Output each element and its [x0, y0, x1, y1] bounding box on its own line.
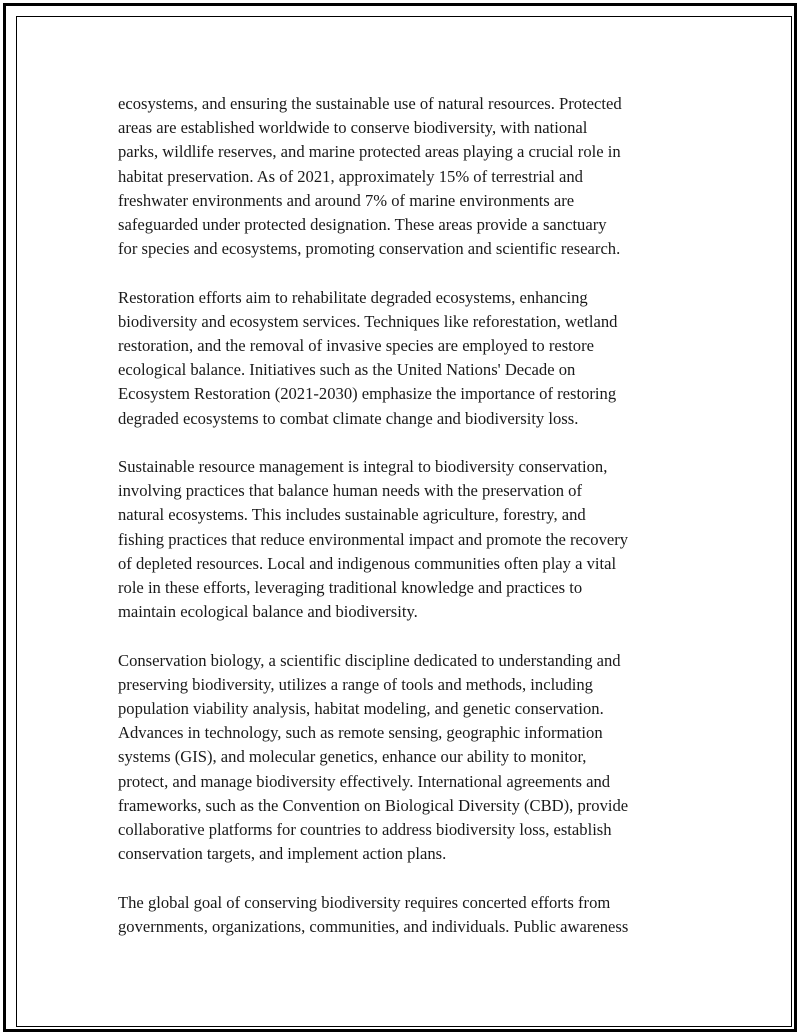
- text-line: restoration, and the removal of invasive species are employed to restore: [118, 336, 594, 356]
- paragraph-restoration: [118, 286, 690, 431]
- text-line: collaborative platforms for countries to address biodiversity loss, establish: [118, 820, 612, 840]
- text-line: involving practices that balance human needs with the preservation of: [118, 481, 583, 501]
- text-line: Restoration efforts aim to rehabilitate degraded ecosystems, enhancing: [118, 287, 588, 307]
- text-line: ecological balance. Initiatives such as the United Nations' Decade on: [118, 360, 576, 380]
- paragraph-sustainable-management: [118, 455, 690, 624]
- text-line: fishing practices that reduce environmental impact and promote the recovery: [118, 529, 629, 549]
- text-line: population viability analysis, habitat modeling, and genetic conservation.: [118, 699, 604, 719]
- text-line: Sustainable resource management is integral to biodiversity conservation,: [118, 457, 608, 477]
- text-line: for species and ecosystems, promoting conservation and scientific research.: [118, 239, 621, 259]
- text-line: The global goal of conserving biodiversity requires concerted efforts from: [118, 892, 611, 912]
- text-line: safeguarded under protected designation. These areas provide a sanctuary: [118, 215, 607, 235]
- text-line: of depleted resources. Local and indigenous communities often play a vital: [118, 553, 617, 573]
- text-line: Conservation biology, a scientific discipline dedicated to understanding and: [118, 650, 621, 670]
- text-line: governments, organizations, communities, and individuals. Public awareness: [118, 916, 629, 936]
- paragraph-global-goal: [118, 891, 690, 939]
- text-line: degraded ecosystems to combat climate change and biodiversity loss.: [118, 408, 579, 428]
- text-line: maintain ecological balance and biodiversity.: [118, 602, 418, 622]
- paragraph-protected-areas: [118, 92, 690, 261]
- text-line: freshwater environments and around 7% of marine environments are: [118, 190, 575, 210]
- text-line: frameworks, such as the Convention on Biological Diversity (CBD), provide: [118, 795, 629, 815]
- text-line: biodiversity and ecosystem services. Techniques like reforestation, wetland: [118, 311, 618, 331]
- text-line: ecosystems, and ensuring the sustainable use of natural resources. Protected: [118, 94, 622, 113]
- text-line: role in these efforts, leveraging traditional knowledge and practices to: [118, 578, 583, 598]
- text-line: conservation targets, and implement action plans.: [118, 844, 447, 864]
- text-line: habitat preservation. As of 2021, approximately 15% of terrestrial and: [118, 166, 583, 186]
- text-line: Ecosystem Restoration (2021-2030) emphasize the importance of restoring: [118, 384, 617, 404]
- document-body: [118, 92, 690, 963]
- text-line: Advances in technology, such as remote sensing, geographic information: [118, 723, 603, 743]
- text-line: preserving biodiversity, utilizes a range of tools and methods, including: [118, 674, 593, 694]
- paragraph-conservation-biology: [118, 649, 690, 867]
- text-line: natural ecosystems. This includes sustainable agriculture, forestry, and: [118, 505, 586, 525]
- text-line: parks, wildlife reserves, and marine protected areas playing a crucial role in: [118, 142, 621, 162]
- text-line: areas are established worldwide to conserve biodiversity, with national: [118, 118, 588, 138]
- text-line: systems (GIS), and molecular genetics, enhance our ability to monitor,: [118, 747, 587, 767]
- text-line: protect, and manage biodiversity effectively. International agreements and: [118, 771, 611, 791]
